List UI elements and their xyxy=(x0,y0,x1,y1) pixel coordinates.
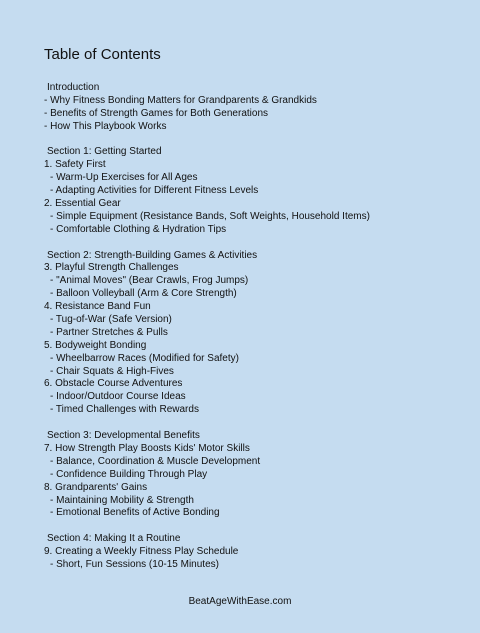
toc-subentry: - Maintaining Mobility & Strength xyxy=(50,494,194,506)
toc-entry: 9. Creating a Weekly Fitness Play Schedule xyxy=(44,546,239,558)
toc-entry: 7. How Strength Play Boosts Kids' Motor Skills xyxy=(44,442,250,454)
section-heading: Section 2: Strength-Building Games & Activities xyxy=(47,249,258,261)
toc-subentry: - Timed Challenges with Rewards xyxy=(50,404,199,416)
table-of-contents xyxy=(44,82,474,572)
section-heading: Section 1: Getting Started xyxy=(47,146,162,158)
toc-entry: 5. Bodyweight Bonding xyxy=(44,339,147,351)
toc-entry: - How This Playbook Works xyxy=(44,120,167,132)
toc-entry: 2. Essential Gear xyxy=(44,198,121,210)
toc-subentry: - Wheelbarrow Races (Modified for Safety) xyxy=(50,352,239,364)
section-heading: Section 4: Making It a Routine xyxy=(47,533,181,545)
toc-subentry: - Indoor/Outdoor Course Ideas xyxy=(50,391,186,403)
toc-subentry: - Adapting Activities for Different Fitness Levels xyxy=(50,185,259,197)
toc-subentry: - Balance, Coordination & Muscle Development xyxy=(50,455,261,467)
toc-subentry: - Balloon Volleyball (Arm & Core Strength) xyxy=(50,288,237,300)
page-title: Table of Contents xyxy=(44,46,161,63)
section-heading: Section 3: Developmental Benefits xyxy=(47,430,200,442)
toc-entry: 1. Safety First xyxy=(44,159,106,171)
toc-entry: 6. Obstacle Course Adventures xyxy=(44,378,183,390)
toc-entry: 3. Playful Strength Challenges xyxy=(44,262,179,274)
toc-subentry: - Tug-of-War (Safe Version) xyxy=(50,314,172,326)
toc-entry: 8. Grandparents' Gains xyxy=(44,481,148,493)
toc-subentry: - Confidence Building Through Play xyxy=(50,468,208,480)
section-heading: Introduction xyxy=(47,82,100,93)
toc-subentry: - Comfortable Clothing & Hydration Tips xyxy=(50,223,227,235)
toc-entry: - Why Fitness Bonding Matters for Grandparents & Grandkids xyxy=(44,94,317,106)
toc-subentry: - Chair Squats & High-Fives xyxy=(50,365,174,377)
toc-subentry: - "Animal Moves" (Bear Crawls, Frog Jumps) xyxy=(50,275,249,287)
toc-entry: 4. Resistance Band Fun xyxy=(44,301,151,313)
toc-subentry: - Warm-Up Exercises for All Ages xyxy=(50,172,198,184)
toc-entry: - Benefits of Strength Games for Both Generations xyxy=(44,107,269,119)
footer-website: BeatAgeWithEase.com xyxy=(188,596,292,607)
toc-subentry: - Emotional Benefits of Active Bonding xyxy=(50,507,220,519)
toc-subentry: - Short, Fun Sessions (10-15 Minutes) xyxy=(50,558,219,570)
toc-subentry: - Simple Equipment (Resistance Bands, Soft Weights, Household Items) xyxy=(50,210,370,222)
toc-subentry: - Partner Stretches & Pulls xyxy=(50,326,168,338)
